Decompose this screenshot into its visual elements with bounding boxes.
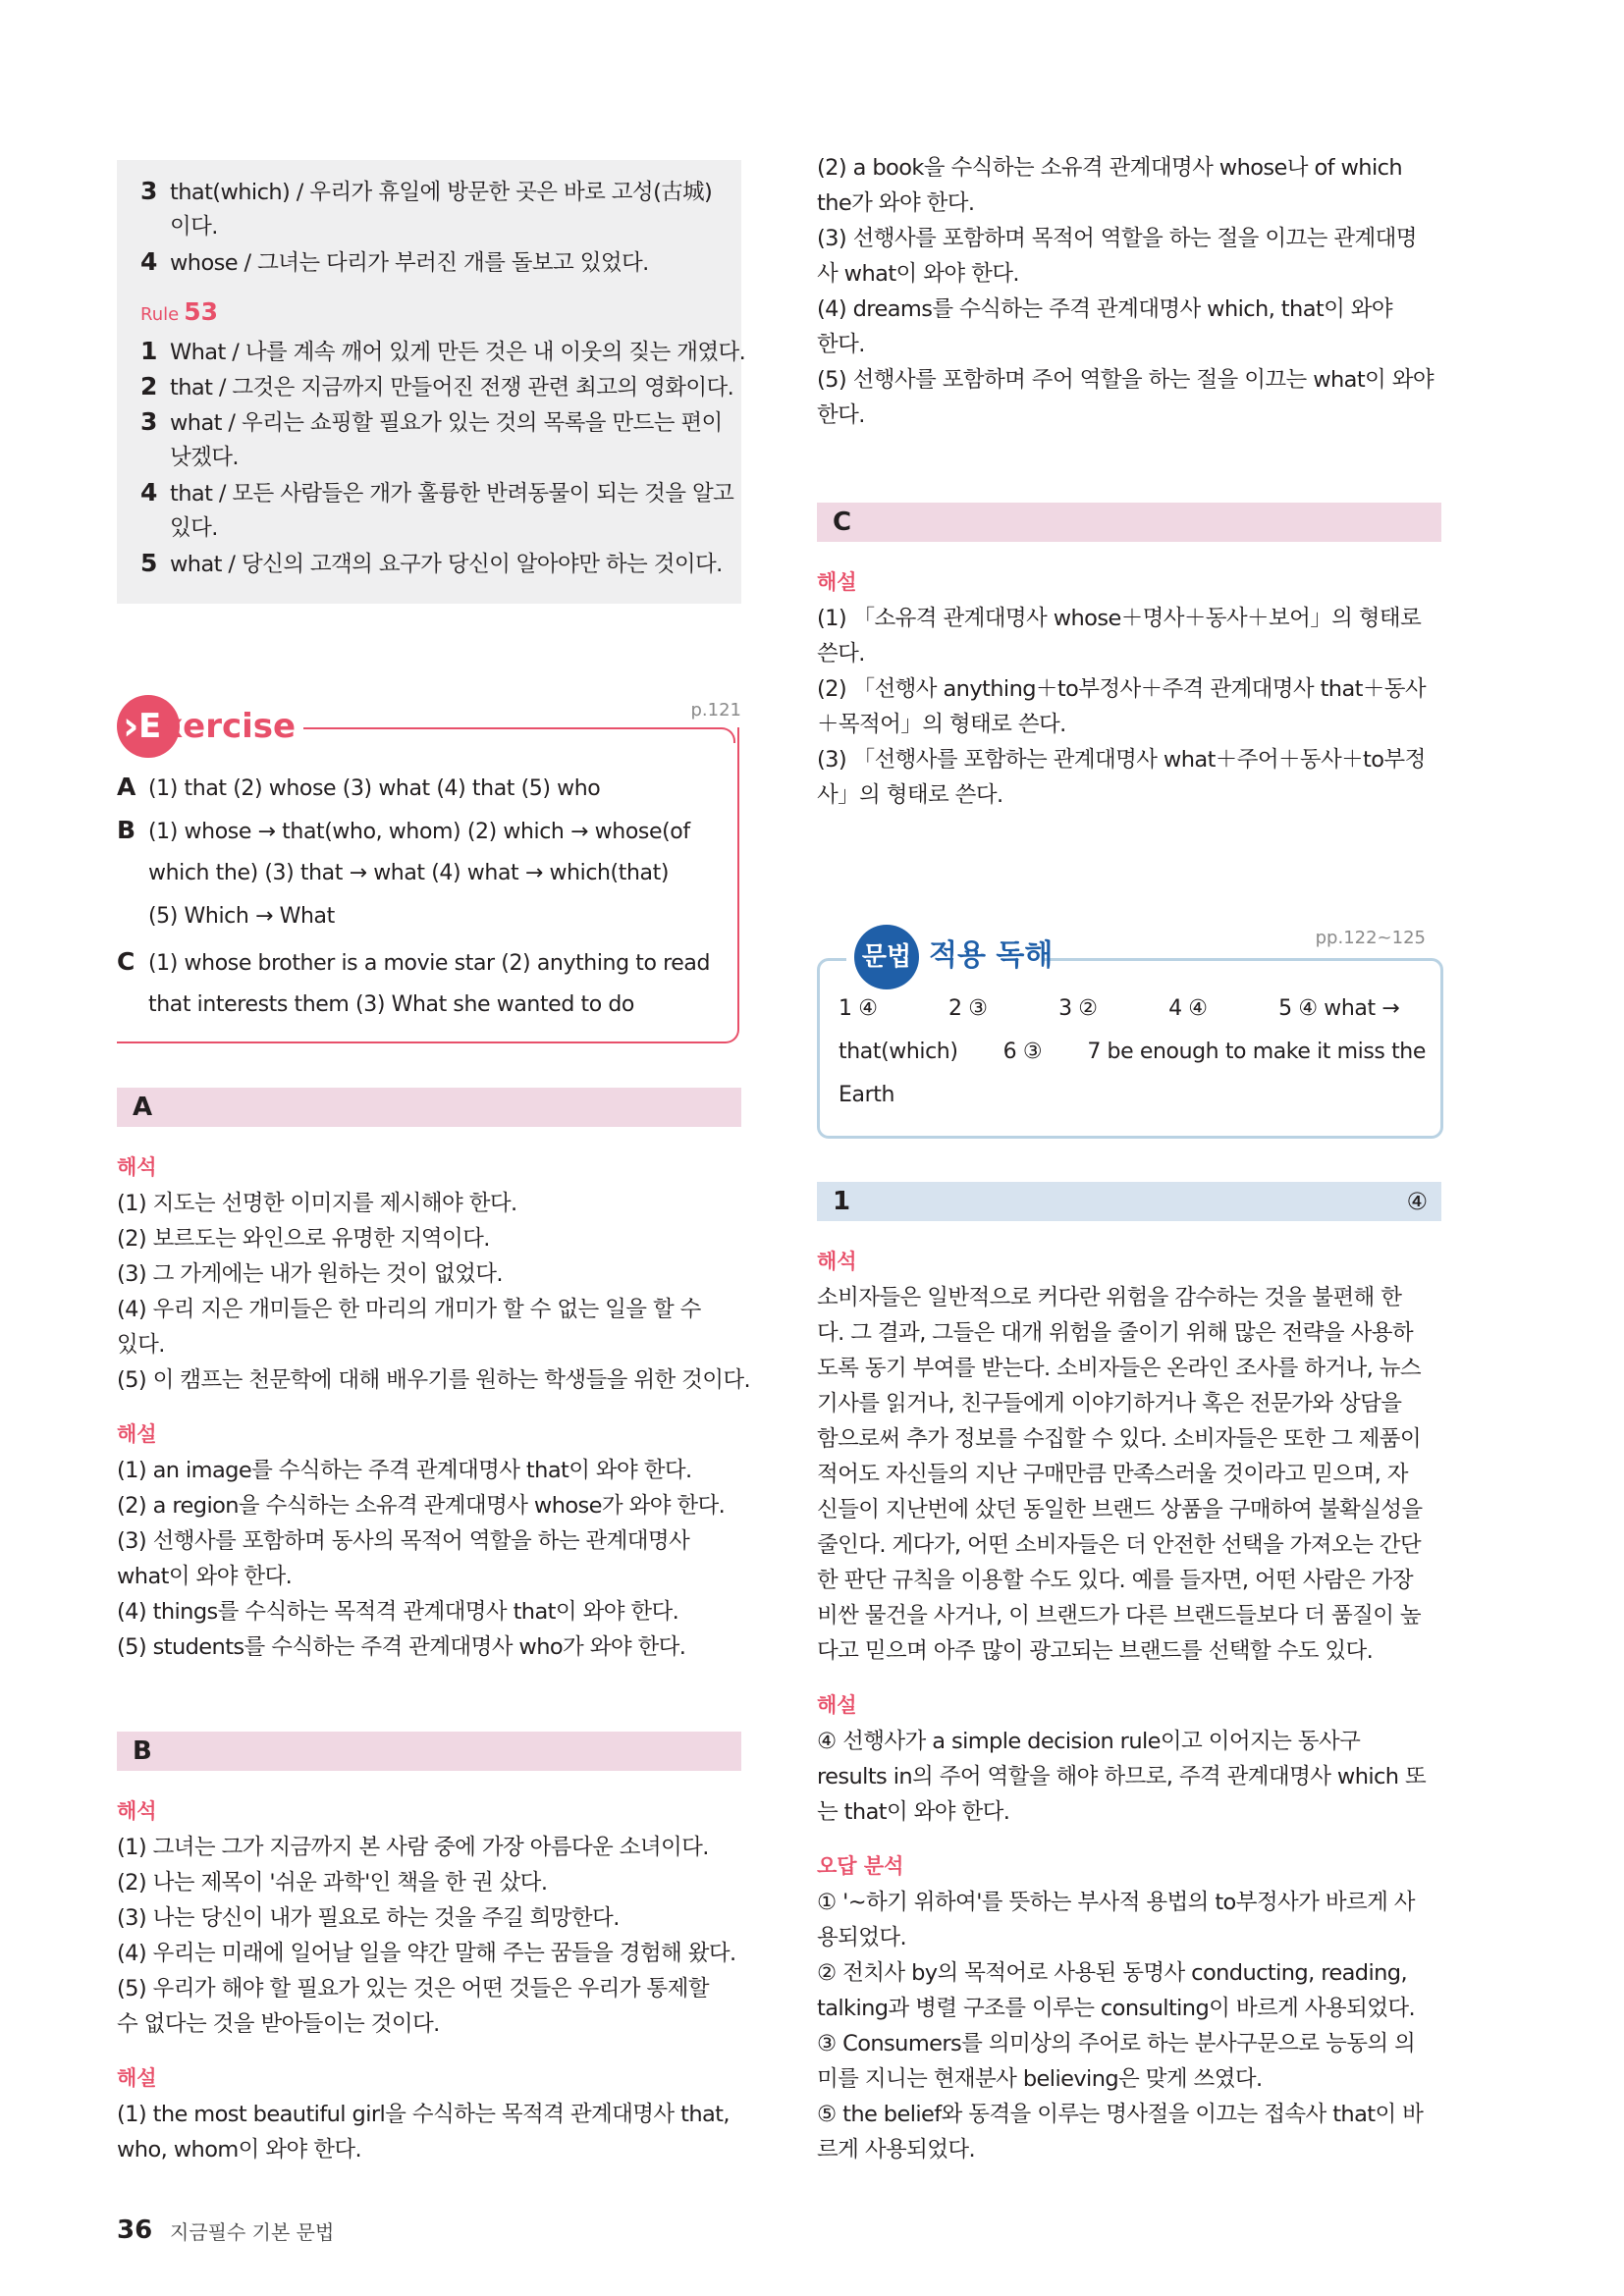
explanation-label: 해설: [817, 570, 857, 594]
box-line: 있다.: [170, 515, 218, 541]
section-1-number: 1: [833, 1187, 851, 1216]
text-line: 쓴다.: [817, 641, 865, 667]
box-line: 4 that / 모든 사람들은 개가 훌륭한 반려동물이 되는 것을 알고: [140, 478, 734, 507]
text-line: 줄인다. 게다가, 어떤 소비자들은 더 안전한 선택을 가져오는 간단: [817, 1532, 1422, 1558]
text-line: 한다.: [817, 332, 865, 357]
text-line: 적어도 자신들의 지난 구매만큼 만족스러울 것이라고 믿으며, 자: [817, 1462, 1408, 1487]
text-line: (5) students를 수식하는 주격 관계대명사 who가 와야 한다.: [117, 1634, 686, 1660]
text-line: 함으로써 추가 정보를 수집할 수 있다. 소비자들은 또한 그 제품이: [817, 1426, 1422, 1452]
text-line: (3) 선행사를 포함하며 목적어 역할을 하는 절을 이끄는 관계대명: [817, 226, 1417, 251]
text-line: (4) 우리 지은 개미들은 한 마리의 개미가 할 수 없는 일을 할 수: [117, 1297, 701, 1322]
text-line: (5) 이 캠프는 천문학에 대해 배우기를 원하는 학생들을 위한 것이다.: [117, 1367, 751, 1393]
text-line: (1) 그녀는 그가 지금까지 본 사람 중에 가장 아름다운 소녀이다.: [117, 1835, 709, 1860]
reading-page-ref: pp.122~125: [1315, 928, 1426, 948]
text-line: 사」의 형태로 쓴다.: [817, 782, 1003, 808]
book-title: 지금필수 기본 문법: [170, 2220, 335, 2244]
text-line: ② 전치사 by의 목적어로 사용된 동명사 conducting, reading,: [817, 1960, 1408, 1986]
section-c-bar: [817, 503, 1441, 542]
text-line: (3) 「선행사를 포함하는 관계대명사 what＋주어＋동사＋to부정: [817, 747, 1426, 773]
box-line: 5 what / 당신의 고객의 요구가 당신이 알아야만 하는 것이다.: [140, 549, 723, 577]
text-line: who, whom이 와야 한다.: [117, 2137, 362, 2163]
text-line: 미를 지니는 현재분사 believing은 맞게 쓰였다.: [817, 2066, 1263, 2092]
reading-title: 적용 독해: [929, 938, 1054, 973]
text-line: (4) dreams를 수식하는 주격 관계대명사 which, that이 와야: [817, 296, 1393, 322]
text-line: 다. 그 결과, 그들은 대개 위험을 줄이기 위해 많은 전략을 사용하: [817, 1320, 1414, 1346]
text-line: 한 판단 규칙을 이용할 수도 있다. 예를 들자면, 어떤 사람은 가장: [817, 1568, 1414, 1593]
box-line: 4 whose / 그녀는 다리가 부러진 개를 돌보고 있었다.: [140, 247, 649, 276]
exercise-top-rule: [303, 727, 735, 743]
exercise-line: which the) (3) that → what (4) what → which(that): [148, 861, 670, 885]
text-line: 신들이 지난번에 샀던 동일한 브랜드 상품을 구매하여 불확실성을: [817, 1497, 1423, 1522]
text-line: talking과 병렬 구조를 이루는 consulting이 바르게 사용되었다.: [817, 1996, 1416, 2021]
text-line: (2) 보르도는 와인으로 유명한 지역이다.: [117, 1226, 490, 1252]
exercise-line: that interests them (3) What she wanted to do: [148, 992, 634, 1017]
text-line: 용되었다.: [817, 1925, 907, 1950]
text-line: (2) a book을 수식하는 소유격 관계대명사 whose나 of which: [817, 155, 1403, 181]
box-line: 2 that / 그것은 지금까지 만들어진 전쟁 관련 최고의 영화이다.: [140, 372, 734, 400]
text-line: (2) a region을 수식하는 소유격 관계대명사 whose가 와야 한다.: [117, 1493, 726, 1519]
box-line: 3 that(which) / 우리가 휴일에 방문한 곳은 바로 고성(古城): [140, 177, 713, 205]
text-line: the가 와야 한다.: [817, 190, 975, 216]
text-line: 비싼 물건을 사거나, 이 브랜드가 다른 브랜드들보다 더 품질이 높: [817, 1603, 1422, 1629]
text-line: ③ Consumers를 의미상의 주어로 하는 분사구문으로 능동의 의: [817, 2031, 1416, 2056]
section-b-bar: [117, 1732, 741, 1771]
text-line: (5) 우리가 해야 할 필요가 있는 것은 어떤 것들은 우리가 통제할: [117, 1976, 709, 2002]
text-line: ＋목적어」의 형태로 쓴다.: [817, 712, 1066, 737]
rule-label: Rule 53: [140, 297, 219, 326]
section-c-letter: C: [833, 507, 852, 537]
text-line: 기사를 읽거나, 친구들에게 이야기하거나 혹은 전문가와 상담을: [817, 1391, 1402, 1416]
page-number: 36: [117, 2216, 153, 2245]
text-line: (3) 나는 당신이 내가 필요로 하는 것을 주길 희망한다.: [117, 1905, 620, 1931]
exercise-page-ref: p.121: [690, 700, 741, 721]
box-line: 낫겠다.: [170, 445, 239, 470]
text-line: ④ 선행사가 a simple decision rule이고 이어지는 동사구: [817, 1729, 1361, 1754]
text-line: (2) 나는 제목이 '쉬운 과학'인 책을 한 권 샀다.: [117, 1870, 548, 1896]
grammar-badge: 문법: [854, 925, 919, 989]
exercise-title: Exercise: [138, 707, 297, 746]
box-line: 1 What / 나를 계속 깨어 있게 만든 것은 내 이웃의 짖는 개였다.: [140, 337, 746, 365]
section-a-bar: [117, 1088, 741, 1127]
translation-label: 해석: [117, 1799, 157, 1823]
exercise-line: (5) Which → What: [148, 904, 335, 929]
text-line: (1) 「소유격 관계대명사 whose＋명사＋동사＋보어」의 형태로: [817, 606, 1422, 631]
explanation-label: 해설: [117, 2066, 157, 2090]
explanation-label: 해설: [117, 1422, 157, 1446]
text-line: 한다.: [817, 402, 865, 428]
text-line: ① '~하기 위하여'를 뜻하는 부사적 용법의 to부정사가 바르게 사: [817, 1890, 1415, 1915]
exercise-chevron-icon: ›: [123, 704, 139, 749]
text-line: ⑤ the belief와 동격을 이루는 명사절을 이끄는 접속사 that이 바: [817, 2102, 1424, 2127]
text-line: 도록 동기 부여를 받는다. 소비자들은 온라인 조사를 하거나, 뉴스: [817, 1356, 1422, 1381]
answer-line: Earth: [839, 1083, 894, 1107]
text-line: 는 that이 와야 한다.: [817, 1799, 1010, 1825]
section-1-answer: ④: [1406, 1188, 1428, 1215]
text-line: results in의 주어 역할을 해야 하므로, 주격 관계대명사 which 또: [817, 1764, 1427, 1789]
text-line: (3) 그 가게에는 내가 원하는 것이 없었다.: [117, 1261, 503, 1287]
translation-label: 해석: [817, 1250, 857, 1273]
exercise-line: C (1) whose brother is a movie star (2) anything to read: [117, 947, 711, 976]
answer-line: that(which) 6 ③ 7 be enough to make it miss the: [839, 1040, 1426, 1064]
text-line: (1) the most beautiful girl을 수식하는 목적격 관계대명사 that,: [117, 2102, 730, 2127]
text-line: 있다.: [117, 1332, 165, 1358]
wrong-answer-label: 오답 분석: [817, 1854, 904, 1878]
translation-label: 해석: [117, 1155, 157, 1179]
exercise-line: B (1) whose → that(who, whom) (2) which → whose(of: [117, 816, 690, 844]
text-line: 소비자들은 일반적으로 커다란 위험을 감수하는 것을 불편해 한: [817, 1285, 1402, 1310]
text-line: 사 what이 와야 한다.: [817, 261, 1019, 287]
explanation-label: 해설: [817, 1693, 857, 1717]
box-line: 이다.: [170, 214, 218, 240]
text-line: (1) 지도는 선명한 이미지를 제시해야 한다.: [117, 1191, 517, 1216]
answer-line: 1 ④ 2 ③ 3 ② 4 ④ 5 ④ what →: [839, 996, 1400, 1021]
text-line: (4) 우리는 미래에 일어날 일을 약간 말해 주는 꿈들을 경험해 왔다.: [117, 1941, 736, 1966]
section-b-letter: B: [133, 1736, 152, 1766]
text-line: (3) 선행사를 포함하며 동사의 목적어 역할을 하는 관계대명사: [117, 1528, 690, 1554]
text-line: what이 와야 한다.: [117, 1564, 293, 1589]
box-line: 3 what / 우리는 쇼핑할 필요가 있는 것의 목록을 만드는 편이: [140, 407, 723, 436]
text-line: (5) 선행사를 포함하며 주어 역할을 하는 절을 이끄는 what이 와야: [817, 367, 1435, 393]
text-line: (1) an image를 수식하는 주격 관계대명사 that이 와야 한다.: [117, 1458, 692, 1483]
section-a-letter: A: [133, 1093, 153, 1122]
text-line: (2) 「선행사 anything＋to부정사＋주격 관계대명사 that＋동사: [817, 676, 1427, 702]
text-line: (4) things를 수식하는 목적격 관계대명사 that이 와야 한다.: [117, 1599, 679, 1625]
text-line: 수 없다는 것을 받아들이는 것이다.: [117, 2011, 440, 2037]
section-1-bar: [817, 1182, 1441, 1221]
text-line: 다고 믿으며 아주 많이 광고되는 브랜드를 선택할 수도 있다.: [817, 1638, 1374, 1664]
exercise-line: A (1) that (2) whose (3) what (4) that (5) who: [117, 773, 601, 801]
text-line: 르게 사용되었다.: [817, 2137, 976, 2163]
